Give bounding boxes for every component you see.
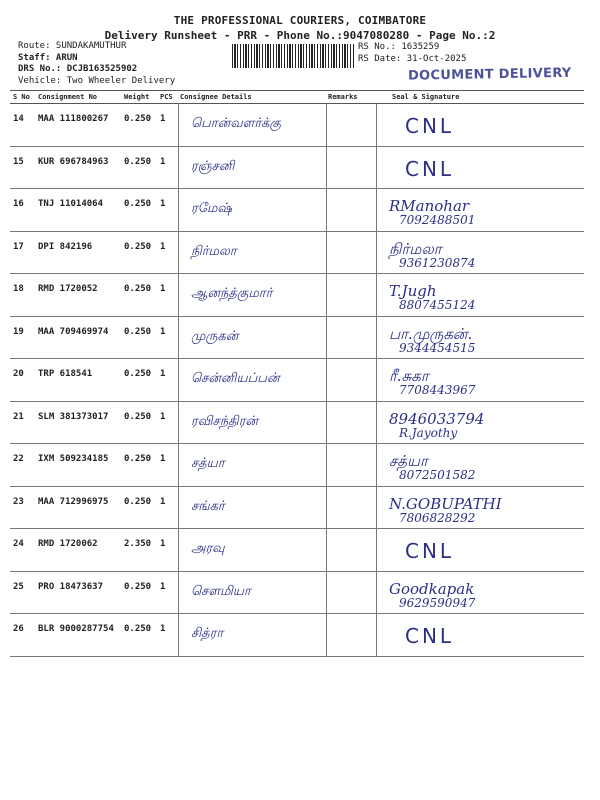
table-row xyxy=(10,487,584,530)
row-weight: 0.250 xyxy=(124,199,152,209)
row-pcs: 1 xyxy=(160,539,166,549)
row-remarks xyxy=(326,147,376,189)
consignee-handwritten-name: சென்னியப்பன் xyxy=(191,371,280,386)
row-sno: 14 xyxy=(13,114,24,124)
vehicle-label: Vehicle: Two Wheeler Delivery xyxy=(18,75,176,86)
row-consignee xyxy=(178,444,326,486)
runsheet-subtitle: Delivery Runsheet - PRR - Phone No.:9047080280 - Page No.:2 xyxy=(104,29,496,42)
row-consignment: MAA 709469974 xyxy=(38,326,109,337)
row-weight: 0.250 xyxy=(124,496,152,507)
consignee-handwritten-name: முருகன் xyxy=(191,328,239,344)
row-weight: 0.250 xyxy=(124,624,152,634)
row-consignee xyxy=(178,402,326,444)
consignee-handwritten-name: ஆனந்த்குமார் xyxy=(191,286,273,301)
row-consignee xyxy=(178,317,326,359)
row-remarks xyxy=(326,402,376,444)
barcode-image xyxy=(232,44,354,68)
row-remarks xyxy=(326,317,376,359)
signature-phone: 8072501582 xyxy=(399,468,476,482)
row-signature xyxy=(376,147,584,189)
signature-phone: 9629590947 xyxy=(399,595,476,610)
table-row xyxy=(10,189,584,232)
row-signature xyxy=(376,614,584,656)
table-row xyxy=(10,572,584,615)
row-remarks xyxy=(326,614,376,656)
row-consignment: TNJ 11014064 xyxy=(38,199,104,209)
staff-label: Staff: ARUN xyxy=(18,52,78,63)
table-row xyxy=(10,274,584,317)
row-sno: 23 xyxy=(13,496,24,507)
table-row xyxy=(10,359,584,402)
signature-phone: 7092488501 xyxy=(399,213,476,227)
row-remarks xyxy=(326,359,376,401)
row-consignment: RMD 1720052 xyxy=(38,284,98,294)
row-consignment: MAA 111800267 xyxy=(38,114,109,124)
row-sno: 20 xyxy=(13,369,24,379)
row-sno: 21 xyxy=(13,411,24,422)
row-consignment: RMD 1720062 xyxy=(38,539,98,549)
cnl-mark: CNL xyxy=(405,156,455,181)
row-pcs: 1 xyxy=(160,411,166,422)
row-remarks xyxy=(326,487,376,529)
signature-text: RManohar xyxy=(389,197,470,215)
row-weight: 0.250 xyxy=(124,241,152,252)
row-consignment: IXM 509234185 xyxy=(38,454,109,464)
row-pcs: 1 xyxy=(160,624,166,634)
row-consignment: PRO 18473637 xyxy=(38,581,104,592)
rs-number: RS No.: 1635259 xyxy=(358,42,440,52)
row-sno: 18 xyxy=(13,284,24,294)
row-consignee xyxy=(178,104,326,146)
row-consignee xyxy=(178,529,326,571)
row-pcs: 1 xyxy=(160,454,166,464)
col-sno: S No xyxy=(13,93,30,101)
row-sno: 16 xyxy=(13,199,24,209)
signature-text: 8946033794 xyxy=(389,409,485,428)
row-sno: 24 xyxy=(13,539,24,549)
table-row xyxy=(10,104,584,147)
row-signature xyxy=(376,572,584,614)
table-header xyxy=(10,90,584,104)
row-signature xyxy=(376,487,584,529)
col-consignment: Consignment No xyxy=(38,93,98,101)
consignee-handwritten-name: ரமேஷ் xyxy=(191,201,232,216)
document-header xyxy=(0,14,600,42)
row-pcs: 1 xyxy=(160,199,166,209)
row-consignee xyxy=(178,614,326,656)
row-consignment: MAA 712996975 xyxy=(38,496,109,507)
row-signature xyxy=(376,189,584,231)
consignee-handwritten-name: நிர்மலா xyxy=(191,243,237,259)
signature-phone: 9361230874 xyxy=(399,255,476,270)
row-sno: 17 xyxy=(13,241,24,252)
consignee-handwritten-name: சௌமியா xyxy=(191,583,251,599)
row-weight: 0.250 xyxy=(124,581,152,592)
signature-phone: 9344454515 xyxy=(399,340,476,355)
row-signature xyxy=(376,444,584,486)
consignee-handwritten-name: பொன்வளர்க்கு xyxy=(191,116,281,131)
row-consignee xyxy=(178,189,326,231)
signature-text: N.GOBUPATHI xyxy=(389,494,502,513)
signature-text: பா.முருகன். xyxy=(389,324,473,343)
row-consignment: DPI 842196 xyxy=(38,241,93,252)
row-remarks xyxy=(326,104,376,146)
runsheet-meta-right xyxy=(358,41,466,65)
consignee-handwritten-name: ரஞ்சனி xyxy=(191,158,235,174)
row-consignment: BLR 9000287754 xyxy=(38,624,114,634)
row-weight: 0.250 xyxy=(124,284,152,294)
row-consignee xyxy=(178,487,326,529)
row-pcs: 1 xyxy=(160,496,166,507)
table-row xyxy=(10,402,584,445)
row-weight: 0.250 xyxy=(124,369,152,379)
consignee-handwritten-name: ரவிசந்திரன் xyxy=(191,413,259,429)
row-pcs: 1 xyxy=(160,369,166,379)
table-row xyxy=(10,614,584,657)
row-signature xyxy=(376,529,584,571)
row-consignee xyxy=(178,359,326,401)
signature-text: ரீ.சுகா xyxy=(389,367,429,385)
table-body xyxy=(10,104,584,657)
table-row xyxy=(10,529,584,572)
consignee-handwritten-name: சித்ரா xyxy=(191,626,224,641)
row-consignee xyxy=(178,147,326,189)
table-row xyxy=(10,147,584,190)
row-consignee xyxy=(178,572,326,614)
consignee-handwritten-name: சத்யா xyxy=(191,456,225,471)
table-row xyxy=(10,444,584,487)
row-pcs: 1 xyxy=(160,284,166,294)
cnl-mark: CNL xyxy=(405,114,455,138)
row-remarks xyxy=(326,189,376,231)
row-sno: 22 xyxy=(13,454,24,464)
row-pcs: 1 xyxy=(160,581,166,592)
signature-phone: 8807455124 xyxy=(399,298,476,312)
company-title: THE PROFESSIONAL COURIERS, COIMBATORE xyxy=(173,14,427,27)
consignee-handwritten-name: சங்கர் xyxy=(191,498,225,514)
row-signature xyxy=(376,359,584,401)
row-weight: 0.250 xyxy=(124,411,152,422)
table-row xyxy=(10,232,584,275)
table-row xyxy=(10,317,584,360)
row-weight: 0.250 xyxy=(124,454,152,464)
row-remarks xyxy=(326,274,376,316)
row-signature xyxy=(376,402,584,444)
row-consignment: KUR 696784963 xyxy=(38,156,109,167)
col-consignee: Consignee Details xyxy=(180,93,252,101)
row-sno: 19 xyxy=(13,326,24,337)
drs-number: DRS No.: DCJB163525902 xyxy=(18,64,138,74)
row-weight: 0.250 xyxy=(124,326,152,337)
row-weight: 2.350 xyxy=(124,539,152,549)
col-remarks: Remarks xyxy=(328,93,358,101)
signature-phone: 7708443967 xyxy=(399,383,476,397)
row-sno: 15 xyxy=(13,156,24,167)
row-consignment: SLM 381373017 xyxy=(38,411,109,422)
signature-phone: 7806828292 xyxy=(399,510,476,525)
row-remarks xyxy=(326,529,376,571)
row-sno: 25 xyxy=(13,581,24,592)
runsheet-meta-left xyxy=(18,41,175,87)
row-consignment: TRP 618541 xyxy=(38,369,93,379)
row-pcs: 1 xyxy=(160,326,166,337)
document-delivery-stamp: DOCUMENT DELIVERY xyxy=(407,65,572,84)
row-signature xyxy=(376,274,584,316)
cnl-mark: CNL xyxy=(405,539,455,563)
consignee-handwritten-name: அரவு xyxy=(191,541,225,556)
signature-text: சத்யா xyxy=(389,452,428,470)
row-signature xyxy=(376,317,584,359)
route-label: Route: SUNDAKAMUTHUR xyxy=(18,41,127,51)
col-pcs: PCS xyxy=(160,93,173,101)
row-sno: 26 xyxy=(13,624,24,634)
row-remarks xyxy=(326,444,376,486)
col-signature: Seal & Signature xyxy=(392,93,460,101)
rs-date: RS Date: 31-Oct-2025 xyxy=(358,54,467,64)
signature-text: T.Jugh xyxy=(389,282,437,300)
col-weight: Weight xyxy=(124,93,150,101)
row-remarks xyxy=(326,232,376,274)
signature-text: Goodkapak xyxy=(389,579,475,598)
row-signature xyxy=(376,232,584,274)
signature-text: நிர்மலா xyxy=(389,239,442,258)
row-consignee xyxy=(178,274,326,316)
row-pcs: 1 xyxy=(160,241,166,252)
row-weight: 0.250 xyxy=(124,114,152,124)
cnl-mark: CNL xyxy=(405,624,455,648)
row-pcs: 1 xyxy=(160,156,166,167)
signature-phone: R.Jayothy xyxy=(399,425,458,440)
row-pcs: 1 xyxy=(160,114,166,124)
row-remarks xyxy=(326,572,376,614)
row-signature xyxy=(376,104,584,146)
row-weight: 0.250 xyxy=(124,156,152,167)
row-consignee xyxy=(178,232,326,274)
runsheet-table xyxy=(10,90,584,657)
